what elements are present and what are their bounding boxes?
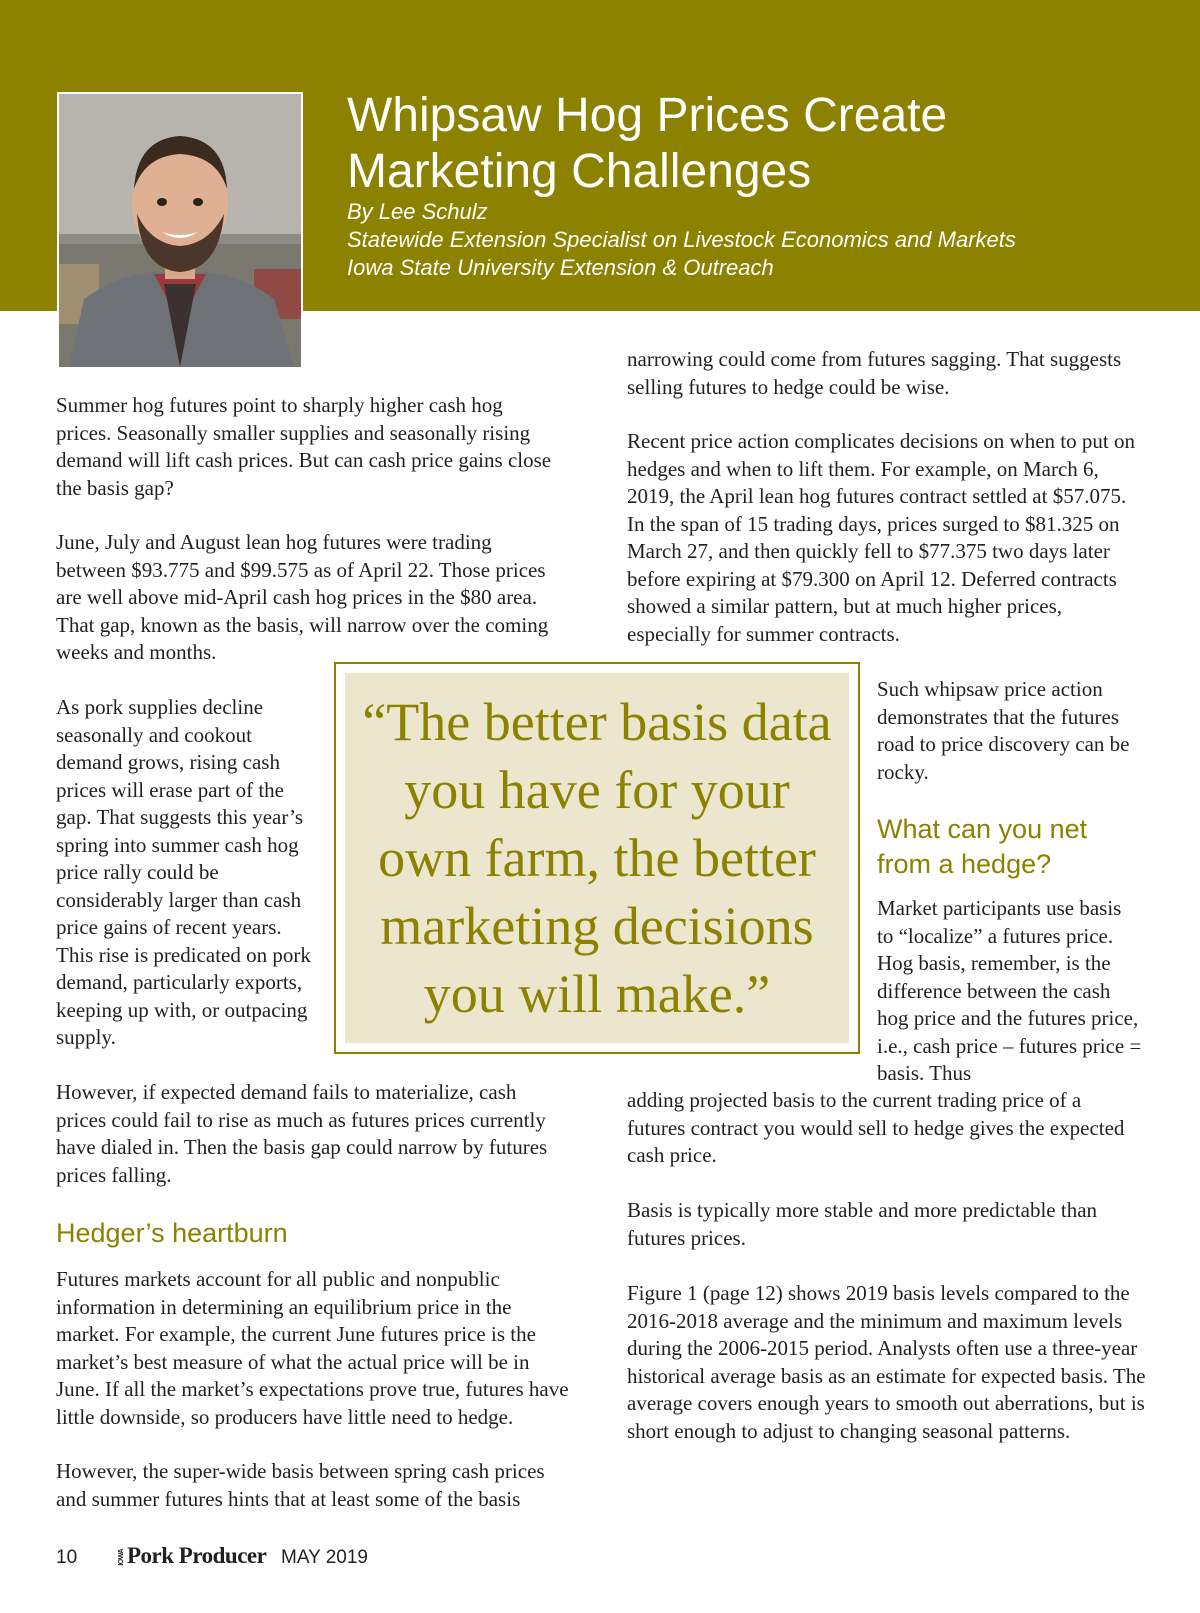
- left-paragraph-2: June, July and August lean hog futures were trading between $93.775 and $99.575 as of April 22. Those prices are well above mid-April cash hog prices in the $80 area. That gap, known as the basis, will narrow over the coming weeks and months.: [56, 530, 549, 664]
- author-organization: Iowa State University Extension & Outreach: [347, 255, 774, 280]
- author-name: By Lee Schulz: [347, 199, 488, 224]
- right-paragraph-4b: adding projected basis to the current trading price of a futures contract you would sell to hedge gives the expected cash price.: [627, 1088, 1125, 1167]
- page-footer: [56, 1543, 756, 1573]
- left-paragraph-5: Futures markets account for all public and nonpublic information in determining an equilibrium price in the market. For example, the current June futures price is the market’s best measure of what the actual price will be in June. If all the market’s expectations prove true, futures have little downside, so producers have little need to hedge.: [56, 1267, 569, 1429]
- section-heading-net-from-hedge: What can you net from a hedge?: [877, 814, 1088, 879]
- author-position: Statewide Extension Specialist on Livestock Economics and Markets: [347, 227, 1016, 252]
- left-paragraph-4: However, if expected demand fails to materialize, cash prices could fail to rise as much as futures prices currently have dialed in. Then the basis gap could narrow by futures prices falling.: [56, 1080, 548, 1187]
- right-paragraph-3: Such whipsaw price action demonstrates that the futures road to price discovery can be rocky.: [877, 677, 1130, 784]
- issue-date: MAY 2019: [281, 1547, 368, 1568]
- pull-quote-text: “The better basis data you have for your own farm, the better marketing decisions you will make.”: [362, 692, 832, 1024]
- left-paragraph-3: As pork supplies decline seasonally and cookout demand grows, rising cash prices will erase part of the gap. That suggests this year’s spring into summer cash hog price rally could be considerably larger than cash price gains of recent years. This rise is predicated on pork demand, particularly exports, keeping up with, or outpacing supply.: [56, 695, 311, 1049]
- right-paragraph-4a: Market participants use basis to “localize” a futures price. Hog basis, remember, is the difference between the cash hog price and the futures price, i.e., cash price – futures price = basis. Thus: [877, 896, 1142, 1085]
- right-paragraph-6: Figure 1 (page 12) shows 2019 basis levels compared to the 2016-2018 average and the minimum and maximum levels during the 2006-2015 period. Analysts often use a three-year historical average basis as an estimate for expected basis. The average covers enough years to smooth out aberrations, but is short enough to adjust to changing seasonal patterns.: [627, 1281, 1146, 1443]
- publication-logo-small: IOWA: [118, 1549, 125, 1567]
- byline: [347, 198, 1167, 282]
- publication-name: Pork Producer: [127, 1543, 267, 1568]
- page-number: 10: [56, 1547, 78, 1568]
- pull-quote-box: [334, 662, 860, 1054]
- author-photo: [57, 92, 303, 369]
- article-title: Whipsaw Hog Prices Create Marketing Challenges: [347, 89, 948, 198]
- right-paragraph-1: narrowing could come from futures sagging. That suggests selling futures to hedge could be wise.: [627, 347, 1122, 399]
- section-heading-hedgers-heartburn: Hedger’s heartburn: [56, 1218, 288, 1248]
- right-paragraph-5: Basis is typically more stable and more predictable than futures prices.: [627, 1198, 1098, 1250]
- publication-logo: [118, 1543, 266, 1569]
- right-paragraph-2: Recent price action complicates decisions on when to put on hedges and when to lift them. For example, on March 6, 2019, the April lean hog futures contract settled at $57.075. In the span of 15 trading days, prices surged to $81.325 on March 27, and then quickly fell to $77.375 two days later before expiring at $79.300 on April 12. Deferred contracts showed a similar pattern, but at much higher prices, especially for summer contracts.: [627, 429, 1135, 646]
- pull-quote-background: [345, 673, 849, 1043]
- left-paragraph-1: Summer hog futures point to sharply higher cash hog prices. Seasonally smaller supplies and seasonally rising demand will lift cash prices. But can cash price gains close the basis gap?: [56, 393, 552, 500]
- left-paragraph-6: However, the super-wide basis between spring cash prices and summer futures hints that at least some of the basis: [56, 1459, 545, 1511]
